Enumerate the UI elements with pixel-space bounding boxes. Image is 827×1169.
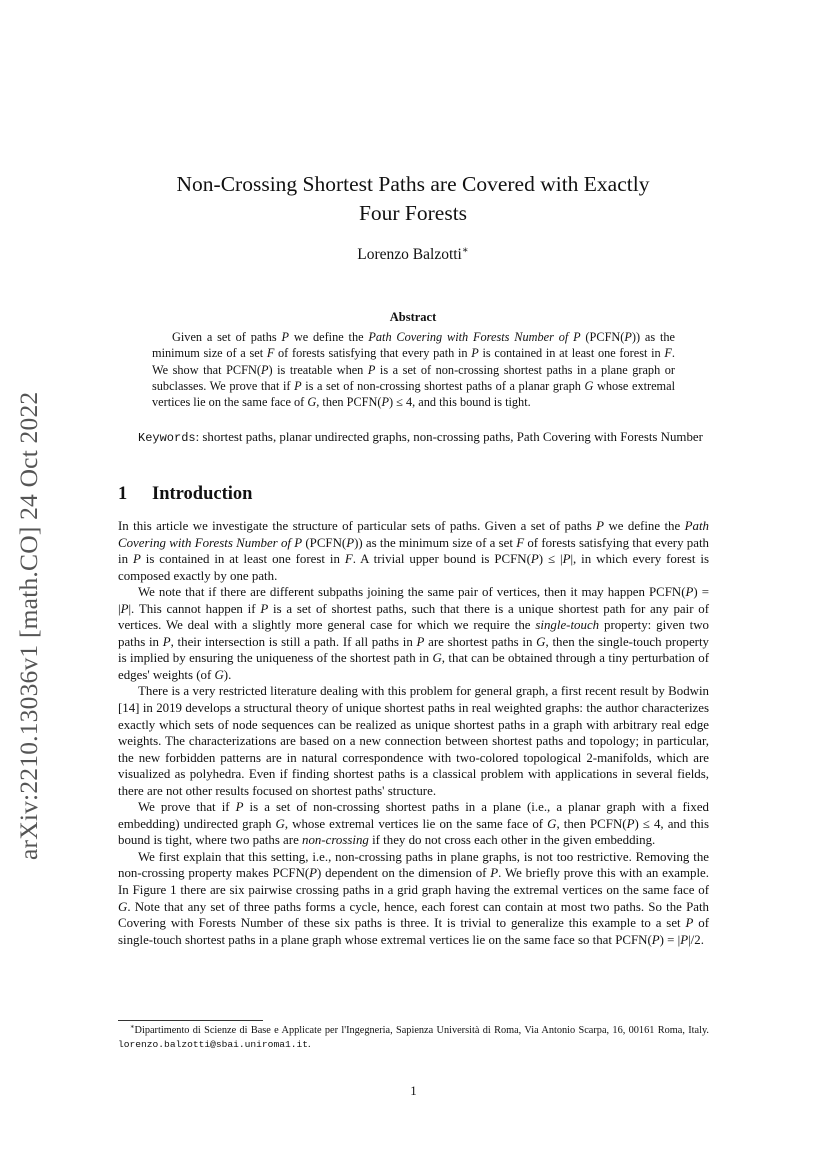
abstract-body: Given a set of paths P we define the Path Covering with Forests Number of P (PCFN(P)) as the minimum size of a set F of forests satisfying that every path in P is contained in at least one forest in F. We show that PCFN(P) is treatable when P is a set of non-crossing shortest paths in a plane graph or subclasses. We prove that if P is a set of non-crossing shortest paths of a planar graph G whose extremal vertices lie on the same face of G, then PCFN(P) ≤ 4, and this bound is tight. bbox=[152, 330, 676, 410]
arxiv-identifier-stamp: arXiv:2210.13036v1 [math.CO] 24 Oct 2022 bbox=[14, 391, 43, 860]
section-heading bbox=[118, 484, 252, 505]
title-line-2: Four Forests bbox=[358, 201, 468, 225]
author-name: Lorenzo Balzotti bbox=[357, 246, 462, 263]
body-text bbox=[118, 518, 709, 948]
author-line bbox=[118, 246, 708, 264]
author-footnote-mark: ∗ bbox=[461, 244, 469, 256]
author-email-link[interactable]: lorenzo.balzotti@sbai.uniroma1.it bbox=[118, 1039, 308, 1050]
paragraph-4: We prove that if P is a set of non-crossing shortest paths in a plane (i.e., a planar graph with a fixed embedding) undirected graph G, whose extremal vertices lie on the same face of G, then PCFN(P) ≤ 4, and this bound is tight, where two paths are non-crossing if they do not cross each other in the given embedding. bbox=[118, 800, 710, 848]
keywords-label: Keywords bbox=[138, 431, 196, 445]
abstract-heading: Abstract bbox=[389, 310, 437, 324]
author-affiliation-footnote: ∗Dipartimento di Scienze di Base e Applicate per l'Ingegneria, Sapienza Università di Roma, Via Antonio Scarpa, 16, 00161 Roma, Italy. lorenzo.balzotti@sbai.uniroma1.it. bbox=[118, 1023, 709, 1050]
section-number: 1 bbox=[118, 484, 128, 504]
title-line-1: Non-Crossing Shortest Paths are Covered with Exactly bbox=[176, 172, 650, 196]
footnote-mark: ∗ bbox=[130, 1023, 135, 1031]
footnote-rule bbox=[118, 1020, 263, 1021]
keywords-paragraph bbox=[118, 429, 708, 447]
paragraph-1: In this article we investigate the structure of particular sets of paths. Given a set of paths P we define the Path Covering with Forests Number of P (PCFN(P)) as the minimum size of a set F of forests satisfying that every path in P is contained in at least one forest in F. A trivial upper bound is PCFN(P) ≤ |P|, in which every forest is composed exactly by one path. bbox=[118, 519, 709, 583]
footnote-text: Dipartimento di Scienze di Base e Applicate per l'Ingegneria, Sapienza Università di Roma, Via Antonio Scarpa, 16, 00161 Roma, Italy. bbox=[134, 1025, 709, 1036]
paragraph-5: We first explain that this setting, i.e., non-crossing paths in plane graphs, is not too restrictive. Removing the non-crossing property makes PCFN(P) dependent on the dimension of P. We briefly prove this with an example. In Figure 1 there are six pairwise crossing paths in a grid graph having the extremal vertices on the same face of G. Note that any set of three paths forms a cycle, hence, each forest can contain at most two paths. So the Path Covering with Forests Number of these six paths is three. It is trivial to generalize this example to a set P of single-touch shortest paths in a plane graph whose extremal vertices lie on the same face so that PCFN(P) = |P|/2. bbox=[118, 849, 710, 947]
paragraph-2: We note that if there are different subpaths joining the same pair of vertices, then it may happen PCFN(P) = |P|. This cannot happen if P is a set of shortest paths, such that there is a unique shortest path for any pair of vertices. We deal with a slightly more general case for which we require the single-touch property: given two paths in P, their intersection is still a path. If all paths in P are shortest paths in G, then the single-touch property is implied by ensuring the uniqueness of the shortest path in G, that can be obtained through a tiny perturbation of edges' weights (of G). bbox=[118, 585, 710, 682]
paper-title bbox=[118, 170, 708, 228]
keywords-text: : shortest paths, planar undirected graphs, non-crossing paths, Path Covering with Forests Number bbox=[195, 430, 703, 444]
section-title: Introduction bbox=[152, 484, 253, 504]
page-number: 1 bbox=[410, 1084, 417, 1098]
paragraph-3: There is a very restricted literature dealing with this problem for general graph, a first recent result by Bodwin [14] in 2019 develops a structural theory of unique shortest paths in real weighted graphs: the author characterizes exactly which sets of node sequences can be realized as unique shortest paths in a graph with arbitrary real edge weights. The characterizations are based on a new connection between shortest paths and topology; in particular, the new forbidden patterns are in natural correspondence with two-colored topological 2-manifolds, which are visualized as polyhedra. Even if finding shortest paths is a classical problem with applications in several fields, there are not other results focused on shortest paths' structure. bbox=[118, 684, 709, 798]
